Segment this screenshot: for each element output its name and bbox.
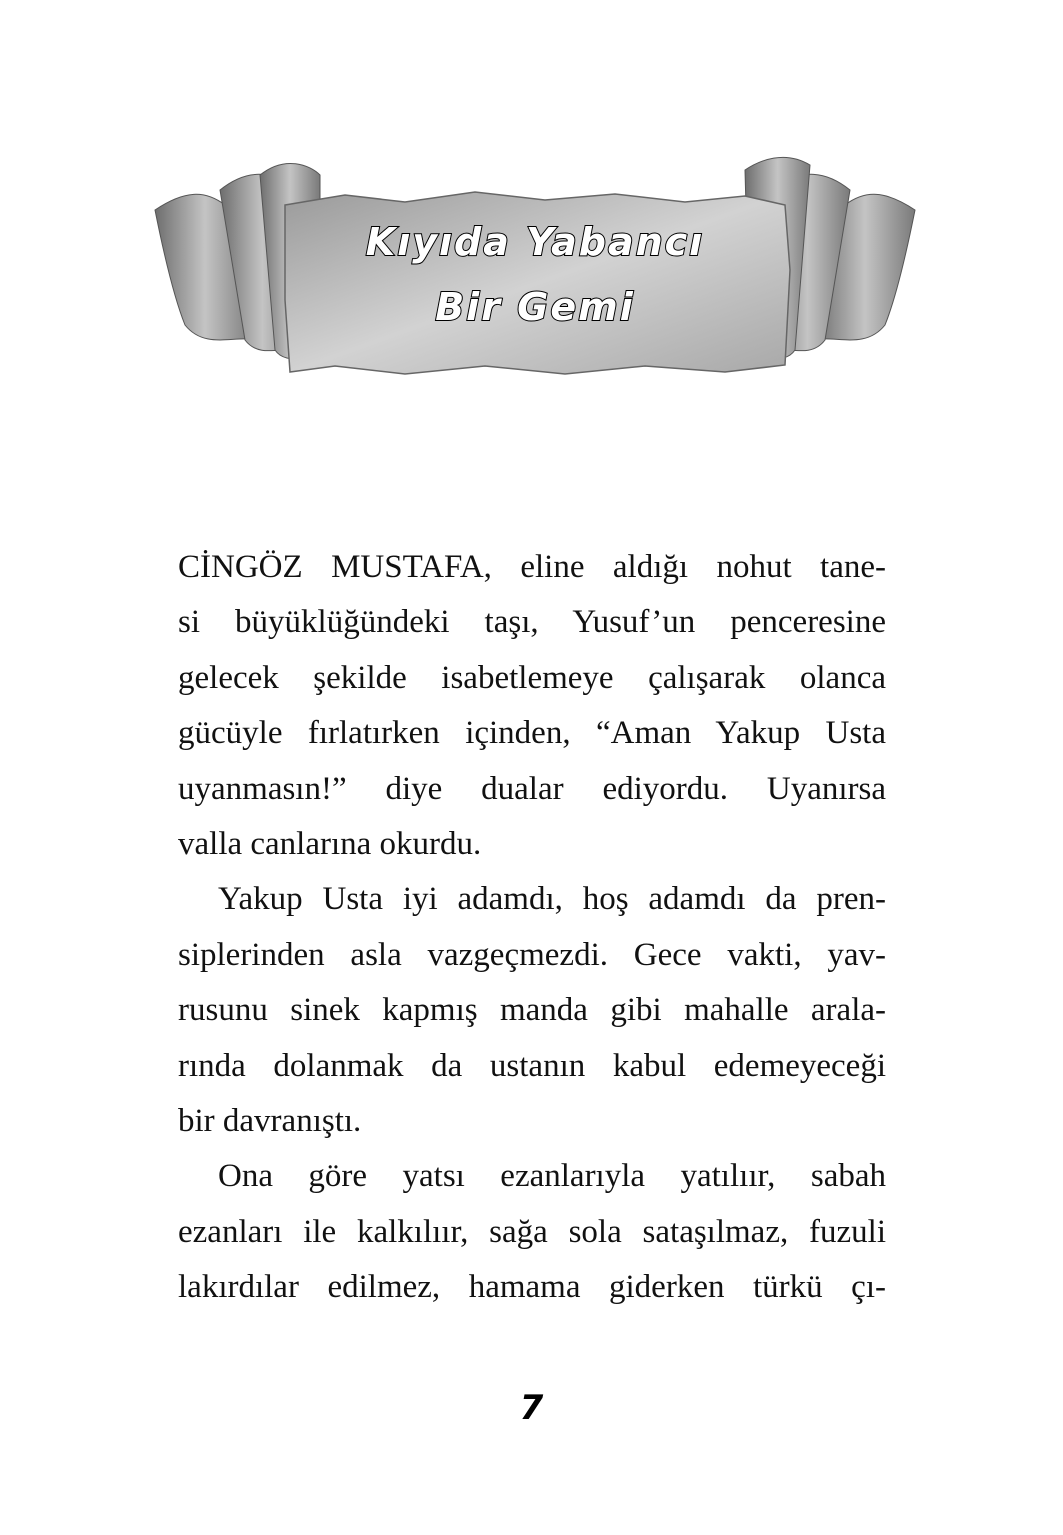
chapter-title-line-2: Bir Gemi xyxy=(435,285,635,329)
scroll-banner-icon xyxy=(145,150,925,390)
text-line: rında dolanmak da ustanın kabul edemeyeceği xyxy=(178,1047,886,1084)
chapter-title-line-1: Kıyıda Yabancı xyxy=(365,220,705,264)
page-number: 7 xyxy=(519,1388,544,1428)
text-line: ezanları ile kalkılıır, sağa sola sataşılmaz, fuzuli xyxy=(178,1213,886,1250)
chapter-banner xyxy=(145,150,925,390)
body-text xyxy=(178,540,886,1315)
text-line: CİNGÖZ MUSTAFA, eline aldığı nohut tane- xyxy=(178,549,886,585)
text-line: uyanmasın!” diye dualar ediyordu. Uyanırsa xyxy=(178,770,886,807)
text-line: Yakup Usta iyi adamdı, hoş adamdı da pren- xyxy=(218,881,886,918)
text-line: valla canlarına okurdu. xyxy=(178,825,482,862)
text-line: bir davranıştı. xyxy=(178,1102,362,1139)
text-line: rusunu sinek kapmış manda gibi mahalle arala- xyxy=(178,992,886,1029)
text-line: lakırdılar edilmez, hamama giderken türkü çı- xyxy=(178,1269,886,1306)
text-line: Ona göre yatsı ezanlarıyla yatılıır, sabah xyxy=(218,1158,886,1195)
text-line: gelecek şekilde isabetlemeye çalışarak olanca xyxy=(178,659,886,696)
text-line: siplerinden asla vazgeçmezdi. Gece vakti, yav- xyxy=(178,936,886,973)
text-line: si büyüklüğündeki taşı, Yusuf’un penceresine xyxy=(178,604,886,641)
text-line: gücüyle fırlatırken içinden, “Aman Yakup Usta xyxy=(178,715,886,752)
